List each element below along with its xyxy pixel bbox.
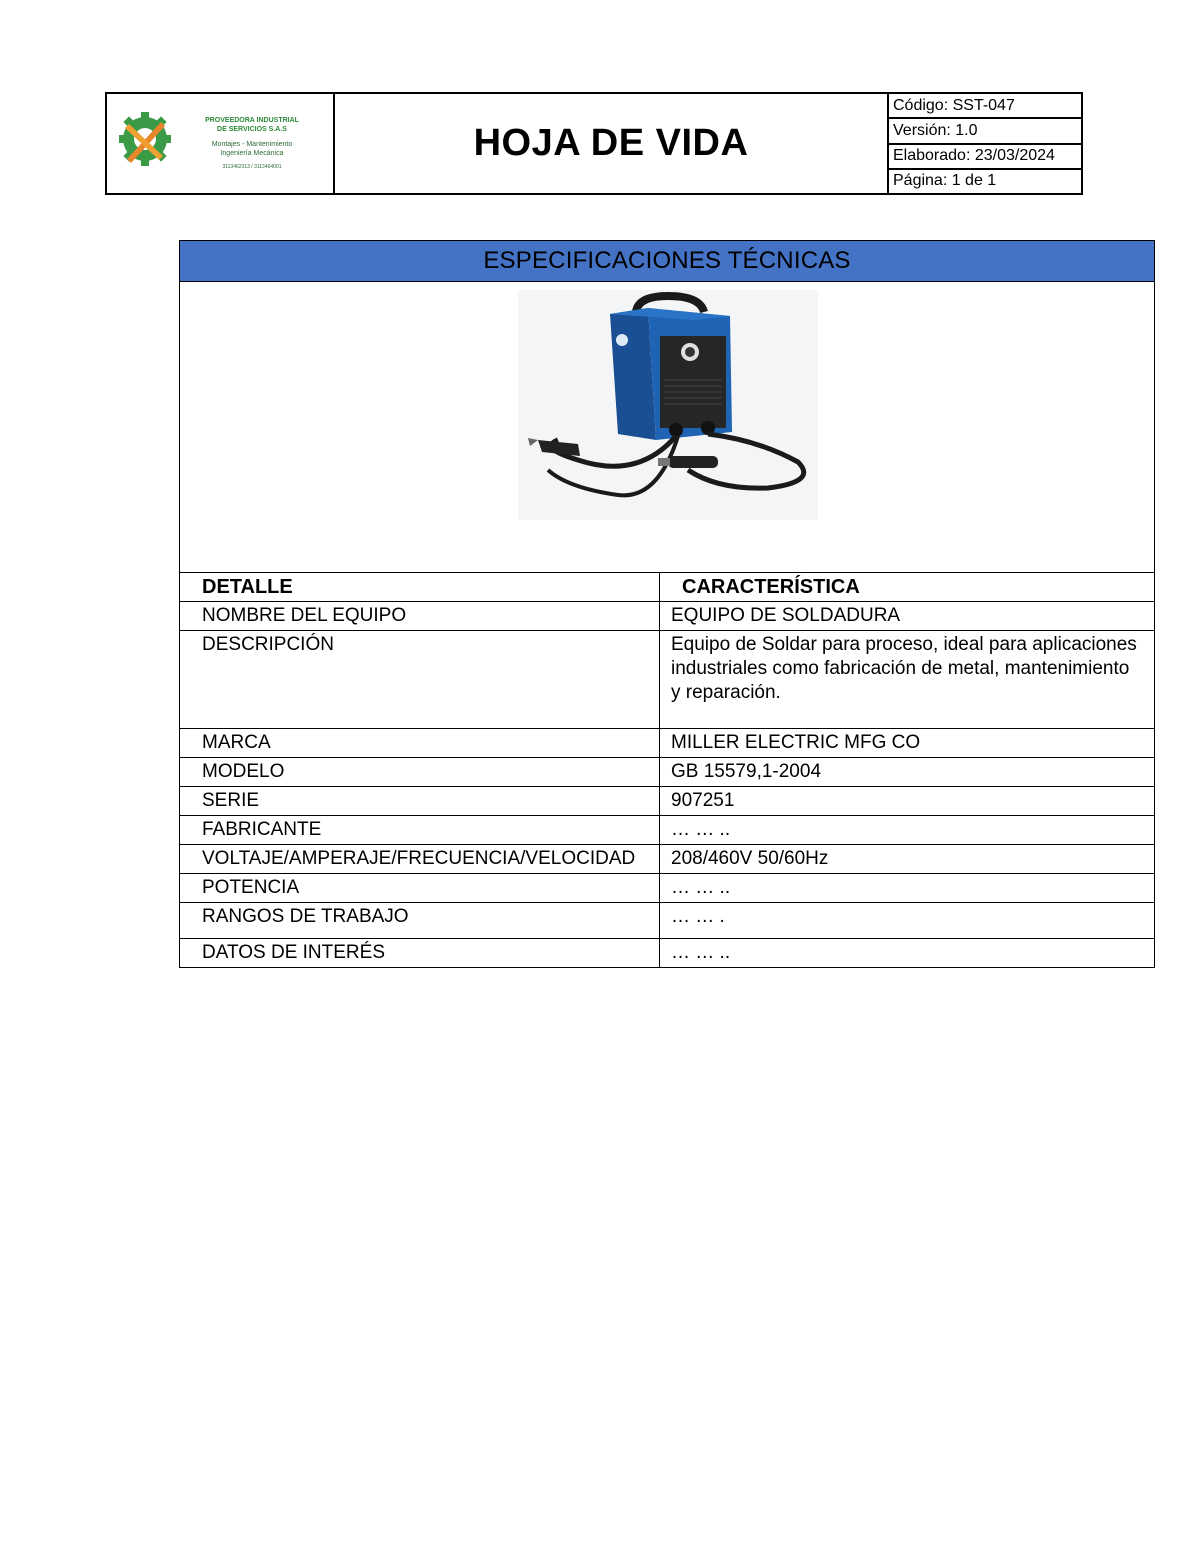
col-header-characteristic: CARACTERÍSTICA bbox=[682, 576, 860, 598]
logo-tagline: Montajes - Mantenimiento Ingeniería Mecánica bbox=[211, 141, 293, 157]
table-row bbox=[180, 631, 1154, 729]
row-label: POTENCIA bbox=[180, 874, 660, 902]
table-row bbox=[180, 787, 1154, 816]
logo-phone: 3113462313 / 3113464001 bbox=[222, 164, 282, 170]
meta-version: Versión: 1.0 bbox=[889, 119, 1081, 144]
row-label: VOLTAJE/AMPERAJE/FRECUENCIA/VELOCIDAD bbox=[180, 845, 660, 873]
meta-date: Elaborado: 23/03/2024 bbox=[889, 145, 1081, 170]
document-header bbox=[105, 92, 1083, 195]
equipment-image-cell bbox=[180, 282, 1154, 573]
table-row bbox=[180, 874, 1154, 903]
spec-header-row bbox=[180, 573, 1154, 602]
table-row bbox=[180, 602, 1154, 631]
col-header-detail: DETALLE bbox=[180, 573, 660, 601]
row-label: RANGOS DE TRABAJO bbox=[180, 903, 660, 938]
document-title: HOJA DE VIDA bbox=[335, 94, 889, 193]
row-label: NOMBRE DEL EQUIPO bbox=[180, 602, 660, 630]
logo-company-name: PROVEEDORA INDUSTRIAL DE SERVICIOS S.A.S bbox=[205, 117, 299, 133]
row-value: … … .. bbox=[671, 819, 731, 840]
company-logo bbox=[107, 94, 335, 193]
row-value: … … . bbox=[671, 906, 725, 927]
table-row bbox=[180, 939, 1154, 967]
spec-title: ESPECIFICACIONES TÉCNICAS bbox=[180, 241, 1154, 282]
document-meta bbox=[889, 94, 1081, 193]
table-row bbox=[180, 758, 1154, 787]
gear-logo-icon bbox=[117, 104, 177, 174]
table-row bbox=[180, 816, 1154, 845]
row-value: 208/460V 50/60Hz bbox=[671, 848, 829, 869]
row-value: Equipo de Soldar para proceso, ideal para aplicaciones industriales como fabricación de metal, mantenimiento y reparación. bbox=[671, 634, 1137, 703]
row-label: SERIE bbox=[180, 787, 660, 815]
row-label: DATOS DE INTERÉS bbox=[180, 939, 660, 967]
row-label: MARCA bbox=[180, 729, 660, 757]
row-value: EQUIPO DE SOLDADURA bbox=[671, 605, 901, 626]
row-value: 907251 bbox=[671, 790, 735, 811]
row-label: DESCRIPCIÓN bbox=[180, 631, 660, 728]
table-row bbox=[180, 729, 1154, 758]
table-row bbox=[180, 903, 1154, 939]
row-value: … … .. bbox=[671, 942, 731, 963]
row-value: GB 15579,1-2004 bbox=[671, 761, 822, 782]
welding-machine-image bbox=[518, 290, 818, 520]
row-label: FABRICANTE bbox=[180, 816, 660, 844]
meta-page: Página: 1 de 1 bbox=[893, 172, 997, 190]
meta-code: Código: SST-047 bbox=[889, 94, 1081, 119]
spec-table bbox=[179, 240, 1155, 968]
row-label: MODELO bbox=[180, 758, 660, 786]
row-value: … … .. bbox=[671, 877, 731, 898]
table-row bbox=[180, 845, 1154, 874]
row-value: MILLER ELECTRIC MFG CO bbox=[671, 732, 921, 753]
